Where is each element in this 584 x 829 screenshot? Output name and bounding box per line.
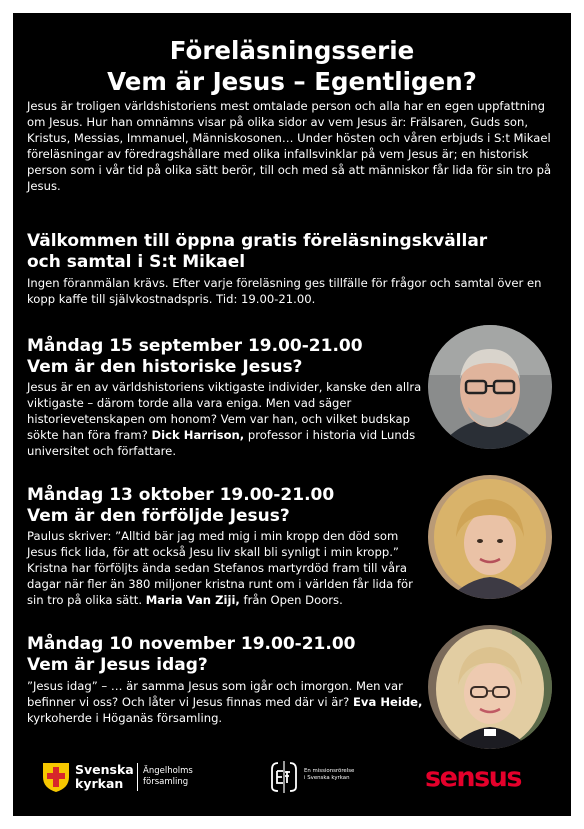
church-shield-icon	[41, 761, 71, 793]
event-1-text: Jesus är en av världshistoriens viktigaste individer, kanske den allra viktigaste – därom torde alla vara eniga. Men vad säger historievetenskapen om honom? Vem var han, och vilket budskap sökte han föra fram?	[27, 380, 422, 442]
event-1-date: Måndag 15 september 19.00-21.00	[27, 336, 363, 356]
svenska-kyrkan-logo	[41, 759, 201, 799]
event-3-description	[27, 678, 427, 726]
parish-line1: Ängelholms	[143, 766, 193, 776]
efs-tagline-line1: En missionsrörelse	[304, 768, 355, 774]
event-3-date: Måndag 10 november 19.00-21.00	[27, 634, 356, 654]
parish-name	[143, 766, 193, 788]
footer-logos	[13, 753, 571, 808]
event-3-heading	[27, 634, 427, 676]
efs-mark-icon	[268, 759, 300, 795]
svenska-kyrkan-line2: kyrkan	[75, 776, 124, 791]
event-2-description	[27, 528, 427, 608]
efs-tagline-line2: i Svenska kyrkan	[304, 775, 350, 781]
series-subtitle: Vem är Jesus – Egentligen?	[107, 67, 477, 96]
event-2-date: Måndag 13 oktober 19.00-21.00	[27, 485, 335, 505]
event-1-heading	[27, 336, 427, 378]
logo-divider	[137, 763, 138, 791]
event-3-text: ”Jesus idag” – … är samma Jesus som igår och imorgon. Men var befinner vi oss? Och låter vi Jesus finnas med där vi är?	[27, 679, 403, 709]
event-2-heading	[27, 485, 427, 527]
intro-text: Jesus är troligen världshistoriens mest omtalade person och alla har en egen uppfattning om Jesus. Hur han omnämns visar på olika sidor av vem Jesus är: Frälsaren, Guds son, Kristus, Messias, Immanuel, Människosonen… Under hösten och våren erbjuds i S:t Mikael föreläsningar av föredragshållare med olika infallsvinklar på vem Jesus är; en historisk person som i vår tid på olika sätt berör, till och med så att människor får lida för sin tro på Jesus.	[27, 99, 552, 193]
welcome-text: Ingen föranmälan krävs. Efter varje föreläsning ges tillfälle för frågor och samtal över en kopp kaffe till självkostnadspris. Tid: 19.00-21.00.	[27, 276, 542, 306]
welcome-heading	[27, 231, 547, 273]
sensus-logo: sensus	[425, 762, 521, 793]
event-1-description	[27, 379, 427, 459]
event-3-title: Vem är Jesus idag?	[27, 655, 208, 675]
efs-logo	[268, 757, 378, 801]
event-1-title: Vem är den historiske Jesus?	[27, 357, 303, 377]
event-3-speaker: Eva Heide,	[352, 695, 423, 709]
welcome-heading-line1: Välkommen till öppna gratis föreläsningskvällar	[27, 231, 488, 251]
event-2-text: Paulus skriver: ”Alltid bär jag med mig i min kropp den död som Jesus fick lida, för att också Jesu liv skall bli synligt i min kropp.” Kristna har förföljts ända sedan Stefanos martyrdöd fram till våra dagar när fler än 380 miljoner kristna runt om i världen får lida för sin tro på olika sätt.	[27, 529, 413, 607]
poster	[13, 13, 571, 816]
event-1-speaker-info: professor i historia vid Lunds universitet och författare.	[27, 428, 416, 458]
event-2-speaker: Maria Van Ziji,	[145, 593, 240, 607]
parish-line2: församling	[143, 777, 189, 787]
event-2-title: Vem är den förföljde Jesus?	[27, 506, 290, 526]
efs-tagline	[304, 768, 354, 782]
speaker-2-photo	[428, 475, 552, 599]
event-3-speaker-info: kyrkoherde i Höganäs församling.	[27, 711, 223, 725]
event-1-speaker: Dick Harrison,	[151, 428, 245, 442]
svenska-kyrkan-name	[75, 763, 134, 791]
event-2-speaker-info: från Open Doors.	[243, 593, 343, 607]
series-title: Föreläsningsserie	[169, 36, 415, 65]
speaker-3-photo	[428, 625, 552, 749]
svenska-kyrkan-line1: Svenska	[75, 762, 134, 777]
speaker-1-photo	[428, 325, 552, 449]
welcome-heading-line2: och samtal i S:t Mikael	[27, 252, 246, 272]
